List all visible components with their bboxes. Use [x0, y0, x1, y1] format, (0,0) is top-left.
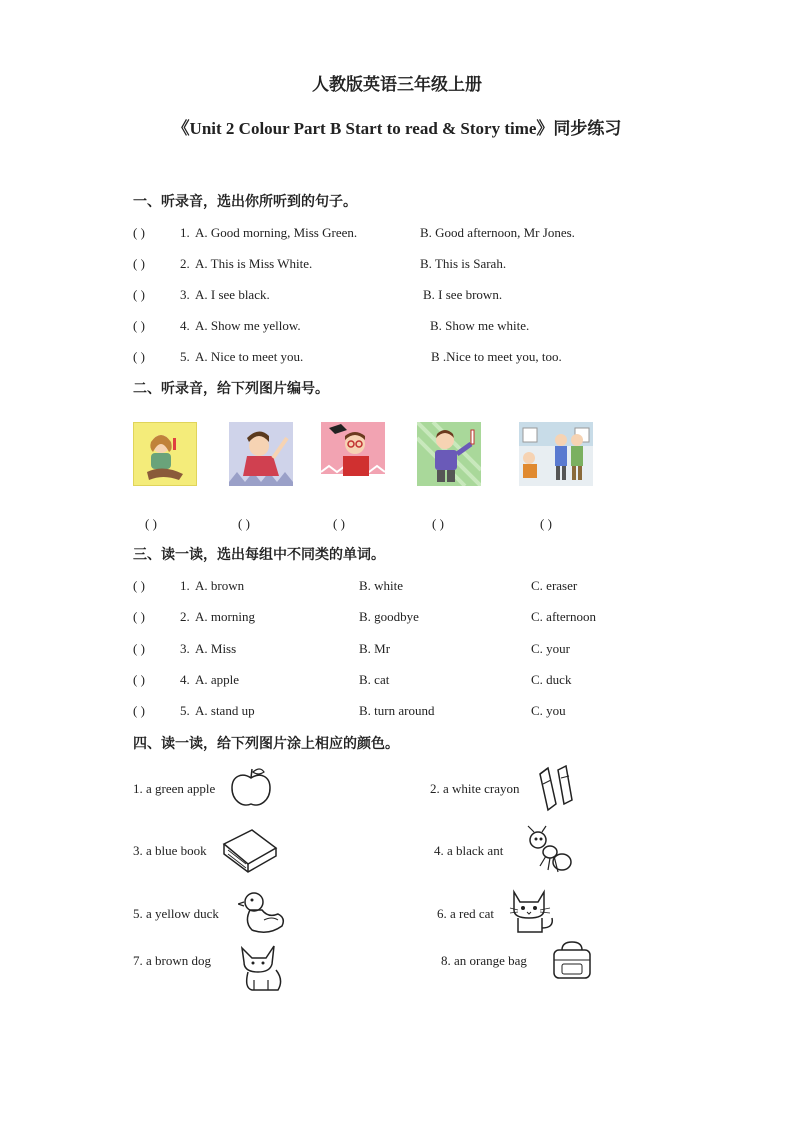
option-a: A. stand up	[195, 703, 255, 718]
option-a: A. I see black.	[195, 287, 270, 302]
option-b: B. I see brown.	[423, 287, 503, 302]
section-2-heading: 二、听录音，给下列图片编号。	[133, 381, 329, 397]
question-number: 1.	[180, 578, 190, 593]
option-c: C. you	[531, 703, 566, 718]
option-c: C. duck	[531, 672, 572, 687]
coloring-item-label: 3. a blue book	[133, 843, 207, 858]
book-icon	[222, 826, 278, 876]
question-number: 3.	[180, 287, 190, 302]
option-a: A. Miss	[195, 641, 237, 656]
option-a: A. Show me yellow.	[195, 318, 301, 333]
option-c: C. eraser	[531, 578, 578, 593]
section-4-heading: 四、读一读，给下列图片涂上相应的颜色。	[133, 736, 399, 752]
coloring-item-label: 6. a red cat	[437, 906, 495, 921]
picture-answer-paren[interactable]: ( )	[333, 516, 345, 531]
coloring-item-label: 7. a brown dog	[133, 953, 211, 968]
apple-icon	[228, 766, 274, 810]
option-c: C. afternoon	[531, 609, 596, 624]
girl-sitting-picture	[133, 422, 197, 486]
answer-paren[interactable]: ( )	[133, 672, 145, 687]
coloring-item-label: 4. a black ant	[434, 843, 504, 858]
option-a: A. This is Miss White.	[195, 256, 313, 271]
answer-paren[interactable]: ( )	[133, 256, 145, 271]
coloring-item-label: 5. a yellow duck	[133, 906, 219, 921]
girl-turning-picture	[229, 422, 293, 486]
option-b: B. This is Sarah.	[420, 256, 507, 271]
coloring-item-label: 2. a white crayon	[430, 781, 520, 796]
duck-icon	[238, 890, 288, 936]
question-number: 4.	[180, 672, 190, 687]
picture-answer-paren[interactable]: ( )	[238, 516, 250, 531]
question-number: 1.	[180, 225, 190, 240]
option-b: B. Good afternoon, Mr Jones.	[420, 225, 575, 240]
option-a: A. apple	[195, 672, 240, 687]
answer-paren[interactable]: ( )	[133, 287, 145, 302]
option-b: B. white	[359, 578, 404, 593]
section-3-heading: 三、读一读，选出每组中不同类的单词。	[133, 547, 385, 563]
question-number: 2.	[180, 256, 190, 271]
bag-icon	[550, 940, 594, 984]
question-number: 5.	[180, 349, 190, 364]
option-b: B. Mr	[359, 641, 391, 656]
option-b: B. turn around	[359, 703, 435, 718]
question-number: 5.	[180, 703, 190, 718]
page-title: 人教版英语三年级上册	[312, 75, 482, 95]
coloring-item-label: 1. a green apple	[133, 781, 216, 796]
option-a: A. morning	[195, 609, 255, 624]
option-a: A. Good morning, Miss Green.	[195, 225, 358, 240]
option-b: B. cat	[359, 672, 390, 687]
question-number: 2.	[180, 609, 190, 624]
page-subtitle: 《Unit 2 Colour Part B Start to read & Story time》同步练习	[172, 119, 622, 138]
answer-paren[interactable]: ( )	[133, 318, 145, 333]
crayon-icon	[536, 764, 576, 812]
picture-answer-paren[interactable]: ( )	[540, 516, 552, 531]
boy-glasses-picture	[321, 422, 385, 486]
picture-answer-paren[interactable]: ( )	[145, 516, 157, 531]
ant-icon	[522, 824, 574, 878]
answer-paren[interactable]: ( )	[133, 703, 145, 718]
option-a: A. Nice to meet you.	[195, 349, 304, 364]
picture-answer-paren[interactable]: ( )	[432, 516, 444, 531]
coloring-item-label: 8. an orange bag	[441, 953, 527, 968]
option-b: B. Show me white.	[430, 318, 530, 333]
section-1-heading: 一、听录音，选出你所听到的句子。	[133, 194, 357, 210]
answer-paren[interactable]: ( )	[133, 349, 145, 364]
answer-paren[interactable]: ( )	[133, 609, 145, 624]
option-c: C. your	[531, 641, 570, 656]
question-number: 3.	[180, 641, 190, 656]
cat-icon	[508, 888, 560, 936]
answer-paren[interactable]: ( )	[133, 225, 145, 240]
answer-paren[interactable]: ( )	[133, 641, 145, 656]
classroom-picture	[519, 422, 593, 486]
answer-paren[interactable]: ( )	[133, 578, 145, 593]
option-a: A. brown	[195, 578, 245, 593]
question-number: 4.	[180, 318, 190, 333]
option-b: B. goodbye	[359, 609, 419, 624]
dog-icon	[238, 944, 288, 994]
boy-showing-crayon-picture	[417, 422, 481, 486]
option-b: B .Nice to meet you, too.	[431, 349, 562, 364]
